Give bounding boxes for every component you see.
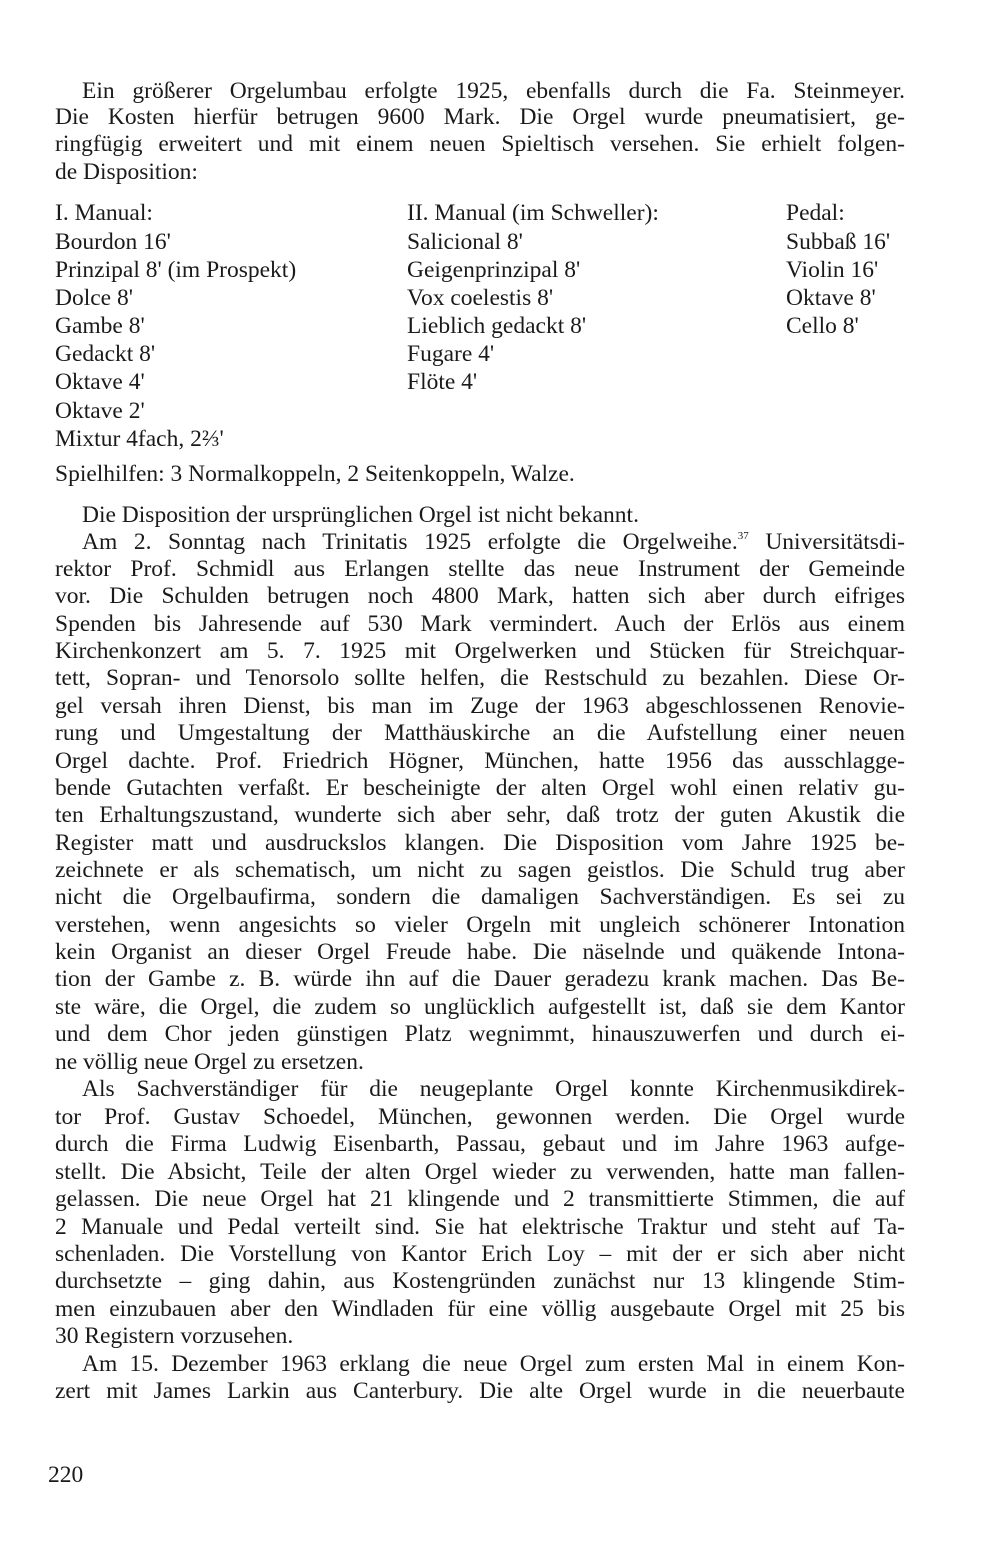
paragraph-line: stellt. Die Absicht, Teile der alten Orgel wieder zu verwenden, hatte man fallen- [55,1159,905,1185]
paragraph-line: Orgel dachte. Prof. Friedrich Högner, München, hatte 1956 das ausschlagge- [55,748,905,774]
page-number: 220 [48,1462,84,1488]
pedal-stop: Violin 16' [786,257,879,283]
manual1-stop: Oktave 2' [55,398,145,424]
paragraph-line: tion der Gambe z. B. würde ihn auf die Dauer geradezu krank machen. Das Be- [55,966,905,992]
paragraph-line: 30 Registern vorzusehen. [55,1323,294,1349]
paragraph-line: durch die Firma Ludwig Eisenbarth, Passau, gebaut und im Jahre 1963 aufge- [55,1131,905,1157]
paragraph-line: verstehen, wenn angesichts so vieler Orgeln mit ungleich schönerer Intonation [55,912,905,938]
manual2-heading: II. Manual (im Schweller): [407,200,659,226]
manual1-heading: I. Manual: [55,200,153,226]
paragraph-line: tor Prof. Gustav Schoedel, München, gewonnen werden. Die Orgel wurde [55,1104,905,1130]
paragraph-line: Spenden bis Jahresende auf 530 Mark vermindert. Auch der Erlös aus einem [55,611,905,637]
pedal-stop: Cello 8' [786,313,859,339]
orgelweihe-continuation: Universitätsdi- [748,529,906,555]
pedal-heading: Pedal: [786,200,845,226]
paragraph-line: tett, Sopran- und Tenorsolo sollte helfen, die Restschuld zu bezahlen. Diese Or- [55,665,905,691]
paragraph-line [82,527,905,557]
paragraph-line: Am 15. Dezember 1963 erklang die neue Orgel zum ersten Mal in einem Kon- [82,1351,905,1377]
paragraph-line: Ein größerer Orgelumbau erfolgte 1925, ebenfalls durch die Fa. Steinmeyer. [82,78,905,104]
paragraph-line: zeichnete er als schematisch, um nicht zu sagen geistlos. Die Schuld trug aber [55,857,905,883]
pedal-stop: Subbaß 16' [786,229,891,255]
paragraph-line: bende Gutachten verfaßt. Er bescheinigte der alten Orgel wohl einen relativ gu- [55,775,905,801]
manual1-stop: Dolce 8' [55,285,133,311]
manual2-stop: Lieblich gedackt 8' [407,313,587,339]
paragraph-line: nicht die Orgelbaufirma, sondern die damaligen Sachverständigen. Es sei zu [55,884,905,910]
paragraph-line: und dem Chor jeden günstigen Platz wegnimmt, hinauszuwerfen und durch ei- [55,1021,905,1047]
paragraph-line: Als Sachverständiger für die neugeplante Orgel konnte Kirchenmusikdirek- [82,1076,905,1102]
paragraph-line: Die Disposition der ursprünglichen Orgel ist nicht bekannt. [82,502,639,528]
paragraph-line: zert mit James Larkin aus Canterbury. Die alte Orgel wurde in die neuerbaute [55,1378,905,1404]
paragraph-line: rektor Prof. Schmidl aus Erlangen stellte das neue Instrument der Gemeinde [55,556,905,582]
paragraph-line: gel versah ihren Dienst, bis man im Zuge der 1963 abgeschlossenen Renovie- [55,693,905,719]
manual1-stop: Oktave 4' [55,369,145,395]
manual2-stop: Fugare 4' [407,341,495,367]
manual2-stop: Salicional 8' [407,229,523,255]
paragraph-line: ste wäre, die Orgel, die zudem so unglücklich aufgestellt ist, daß sie dem Kantor [55,994,905,1020]
manual2-stop: Geigenprinzipal 8' [407,257,581,283]
orgelweihe-sentence: Am 2. Sonntag nach Trinitatis 1925 erfolgte die Orgelweihe. [82,529,738,555]
manual2-stop: Flöte 4' [407,369,478,395]
manual1-stop: Gedackt 8' [55,341,156,367]
paragraph-line: schenladen. Die Vorstellung von Kantor Erich Loy – mit der er sich aber nicht [55,1241,905,1267]
paragraph-line: Die Kosten hierfür betrugen 9600 Mark. Die Orgel wurde pneumatisiert, ge- [55,104,905,130]
paragraph-line: rung und Umgestaltung der Matthäuskirche an die Aufstellung einer neuen [55,720,905,746]
paragraph-line: ringfügig erweitert und mit einem neuen Spieltisch versehen. Sie erhielt folgen- [55,131,905,157]
manual2-stop: Vox coelestis 8' [407,285,554,311]
paragraph-line: de Disposition: [55,159,198,185]
paragraph-line: durchsetzte – ging dahin, aus Kostengründen zunächst nur 13 klingende Stim- [55,1268,905,1294]
paragraph-line: Kirchenkonzert am 5. 7. 1925 mit Orgelwerken und Stücken für Streichquar- [55,638,905,664]
paragraph-line: 2 Manuale und Pedal verteilt sind. Sie hat elektrische Traktur und steht auf Ta- [55,1214,905,1240]
paragraph-line: gelassen. Die neue Orgel hat 21 klingende und 2 transmittierte Stimmen, die auf [55,1186,905,1212]
manual1-stop: Prinzipal 8' (im Prospekt) [55,257,297,283]
paragraph-line: kein Organist an dieser Orgel Freude habe. Die näselnde und quäkende Intona- [55,939,905,965]
paragraph-line: vor. Die Schulden betrugen noch 4800 Mark, hatten sich aber durch eifriges [55,583,905,609]
manual1-stop: Bourdon 16' [55,229,171,255]
paragraph-line: Register matt und ausdruckslos klangen. Die Disposition vom Jahre 1925 be- [55,830,905,856]
footnote-ref[interactable]: 37 [737,530,749,542]
paragraph-line: men einzubauen aber den Windladen für eine völlig ausgebaute Orgel mit 25 bis [55,1296,905,1322]
manual1-stop: Mixtur 4fach, 2⅔' [55,426,224,452]
paragraph-line: ten Erhaltungszustand, wunderte sich aber sehr, daß trotz der guten Akustik die [55,802,905,828]
manual1-stop: Gambe 8' [55,313,145,339]
spielhilfen: Spielhilfen: 3 Normalkoppeln, 2 Seitenkoppeln, Walze. [55,461,575,487]
pedal-stop: Oktave 8' [786,285,876,311]
paragraph-line: ne völlig neue Orgel zu ersetzen. [55,1049,364,1075]
